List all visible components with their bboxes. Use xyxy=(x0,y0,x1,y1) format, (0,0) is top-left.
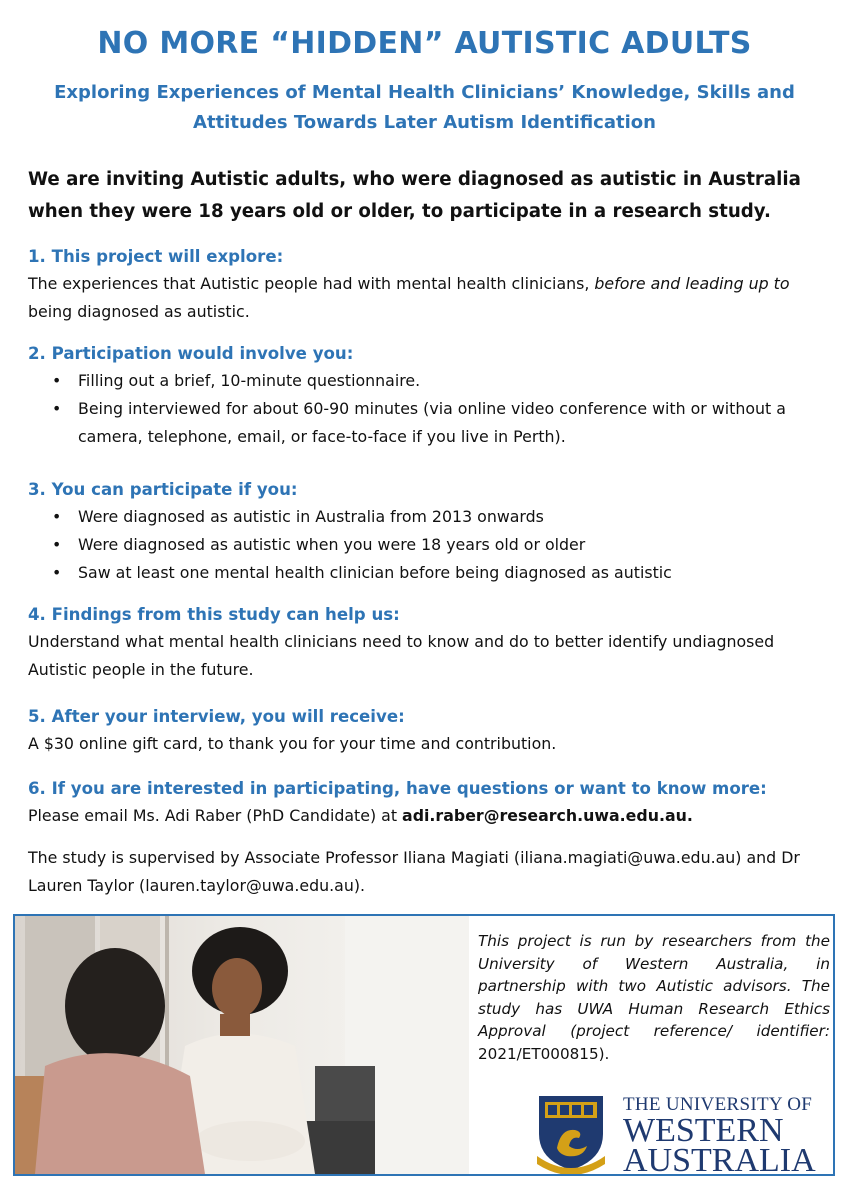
bullet-icon: • xyxy=(52,563,62,582)
section-text xyxy=(28,802,828,830)
section-explore xyxy=(28,244,828,326)
section-heading: 3. You can participate if you: xyxy=(28,480,298,499)
list-item-text: Were diagnosed as autistic in Australia from 2013 onwards xyxy=(78,507,544,526)
page-title: NO MORE “HIDDEN” AUTISTIC ADULTS xyxy=(97,26,752,61)
note-text: This project is run by researchers from the University of Western Australia, in partnership with two Autistic advisors. The study has UWA Human Research Ethics Approval (project reference/ identifier: xyxy=(478,932,830,1040)
list-item-text: Filling out a brief, 10-minute questionnaire. xyxy=(78,371,421,390)
uwa-crest-icon xyxy=(531,1090,611,1174)
supervision-text: The study is supervised by Associate Professor Iliana Magiati (iliana.magiati@uwa.edu.au) and Dr Lauren Taylor (lauren.taylor@uwa.edu.au). xyxy=(28,848,800,895)
bullet-list xyxy=(28,503,828,587)
note-text: ). xyxy=(598,1044,610,1063)
list-item xyxy=(28,367,828,395)
section-heading: 4. Findings from this study can help us: xyxy=(28,605,400,624)
uwa-logo xyxy=(531,1090,831,1174)
section-eligibility xyxy=(28,477,828,587)
ethics-reference: 2021/ET000815 xyxy=(478,1044,599,1063)
footer-note xyxy=(478,930,830,1065)
bullet-icon: • xyxy=(52,535,62,554)
list-item-text: Being interviewed for about 60-90 minutes (via online video conference with or without a camera, telephone, email, or face-to-face if you live in Perth). xyxy=(78,399,786,446)
list-item-text: Saw at least one mental health clinician before being diagnosed as autistic xyxy=(78,563,672,582)
section-participation xyxy=(28,341,828,451)
page-subtitle: Exploring Experiences of Mental Health Clinicians’ Knowledge, Skills and Attitudes Towards Later Autism Identification xyxy=(54,82,795,133)
text-italic: before and leading up to xyxy=(594,274,790,293)
logo-line2: WESTERN xyxy=(623,1112,784,1149)
bullet-icon: • xyxy=(52,371,62,390)
text-part: The experiences that Autistic people had with mental health clinicians, xyxy=(28,274,595,293)
section-contact xyxy=(28,776,828,830)
section-heading: 6. If you are interested in participating, have questions or want to know more: xyxy=(28,779,767,798)
list-item xyxy=(28,395,828,451)
logo-line1: THE UNIVERSITY OF xyxy=(623,1094,813,1115)
supervision-note xyxy=(28,844,828,900)
list-item xyxy=(28,503,828,531)
list-item xyxy=(28,531,828,559)
section-reward xyxy=(28,704,828,758)
section-text: Understand what mental health clinicians need to know and do to better identify undiagnosed Autistic people in the future. xyxy=(28,632,775,679)
text-part: Please email Ms. Adi Raber (PhD Candidate) at xyxy=(28,806,403,825)
bullet-icon: • xyxy=(52,507,62,526)
counselling-photo xyxy=(15,916,469,1174)
logo-line3: AUSTRALIA xyxy=(623,1142,816,1176)
list-item-text: Were diagnosed as autistic when you were 18 years old or older xyxy=(78,535,586,554)
section-findings xyxy=(28,602,828,684)
section-heading: 5. After your interview, you will receive: xyxy=(28,707,405,726)
footer-box xyxy=(13,914,835,1176)
section-heading: 2. Participation would involve you: xyxy=(28,344,354,363)
intro-paragraph: We are inviting Autistic adults, who were diagnosed as autistic in Australia when they were 18 years old or older, to participate in a research study. xyxy=(28,169,801,222)
bullet-icon: • xyxy=(52,399,62,418)
section-heading: 1. This project will explore: xyxy=(28,247,284,266)
contact-email-link[interactable]: adi.raber@research.uwa.edu.au. xyxy=(402,806,693,825)
bullet-list xyxy=(28,367,828,451)
list-item xyxy=(28,559,828,587)
text-part: being diagnosed as autistic. xyxy=(28,302,250,321)
section-text xyxy=(28,270,828,326)
section-text: A $30 online gift card, to thank you for your time and contribution. xyxy=(28,734,557,753)
